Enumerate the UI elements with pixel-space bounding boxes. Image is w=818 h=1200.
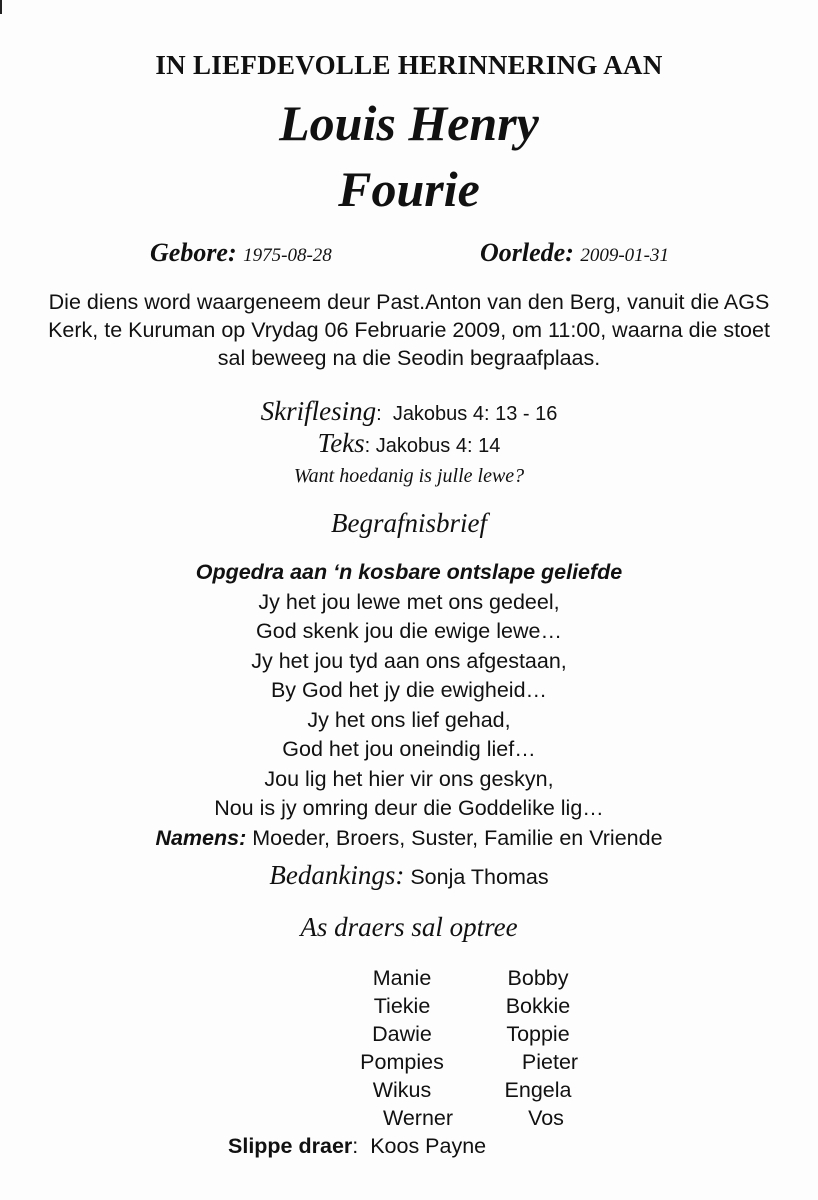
service-details: Die diens word waargeneem deur Past.Anton van den Berg, vanuit die AGS Kerk, te Kuruman op Vrydag 06 Februarie 2009, om 11:00, waarna die stoet sal beweeg na die Seodin begraafplaas. [48,290,770,370]
bearer-name: Engela [504,1078,572,1102]
born-value: 1975-08-28 [243,245,332,266]
bearer-name: Pompies [360,1050,444,1074]
thanks-label: Bedankings: [269,860,405,890]
scripture-reading [0,396,818,427]
poem-line: Jy het jou lewe met ons gedeel, [258,589,560,614]
slippe-label: Slippe draer [228,1134,353,1158]
deceased-first-names: Louis Henry [279,95,539,151]
poem-line: God het jou oneindig lief… [282,737,536,761]
poem-line: Nou is jy omring deur die Goddelike lig… [214,796,604,820]
on-behalf-value: Moeder, Broers, Suster, Familie en Vriende [252,825,663,850]
sermon-text [0,428,818,459]
pall-bearer-line [228,1134,486,1159]
deceased-surname: Fourie [338,161,480,217]
bearer-name: Vos [528,1106,564,1130]
bearers-title: As draers sal optree [300,912,518,942]
died-date [480,238,669,268]
sermon-text-value: Jakobus 4: 14 [375,435,501,457]
bearer-name: Manie [372,966,432,990]
poem-line: Jy het jou tyd aan ons afgestaan, [251,648,567,673]
sermon-text-label: Teks [317,428,365,458]
poem-line: God skenk jou die ewige lewe… [256,619,562,643]
poem-line: Jy het ons lief gehad, [307,707,511,732]
bearer-name: Bobby [507,966,569,990]
on-behalf-line [0,824,818,854]
bearer-name: Wikus [372,1078,432,1102]
dedication-line: Opgedra aan ‘n kosbare ontslape geliefde [195,560,623,584]
scripture-reading-label: Skriflesing [260,396,377,426]
letter-title: Begrafnisbrief [331,508,487,538]
died-value: 2009-01-31 [580,245,670,266]
bearers-right-column [478,964,598,1132]
born-date [150,238,332,268]
bearer-name: Werner [382,1106,454,1130]
scripture-reading-value: Jakobus 4: 13 - 16 [392,403,558,425]
poem-line: By God het jy die ewigheid… [270,678,548,702]
thanks-value: Sonja Thomas [410,865,549,889]
born-label: Gebore: [150,238,237,267]
bearer-name: Pieter [521,1050,579,1074]
poem-line: Jou lig het hier vir ons geskyn, [264,766,554,791]
scripture-reading-colon: : [376,403,382,425]
bearer-name: Toppie [506,1022,570,1046]
funeral-letter [0,558,818,853]
scan-mark [0,0,2,14]
sermon-quote: Want hoedanig is julle lewe? [293,465,525,487]
on-behalf-label: Namens: [155,825,247,850]
acknowledgements [0,860,818,891]
sermon-text-colon: : [364,435,371,457]
bearer-name: Tiekie [373,994,431,1018]
bearer-name: Dawie [372,1022,432,1046]
slippe-colon: : [352,1134,359,1158]
died-label: Oorlede: [480,238,574,267]
card-heading: IN LIEFDEVOLLE HERINNERING AAN [155,50,663,80]
bearers-left-column [346,964,458,1132]
bearer-name: Bokkie [505,994,571,1018]
slippe-value: Koos Payne [370,1134,487,1158]
